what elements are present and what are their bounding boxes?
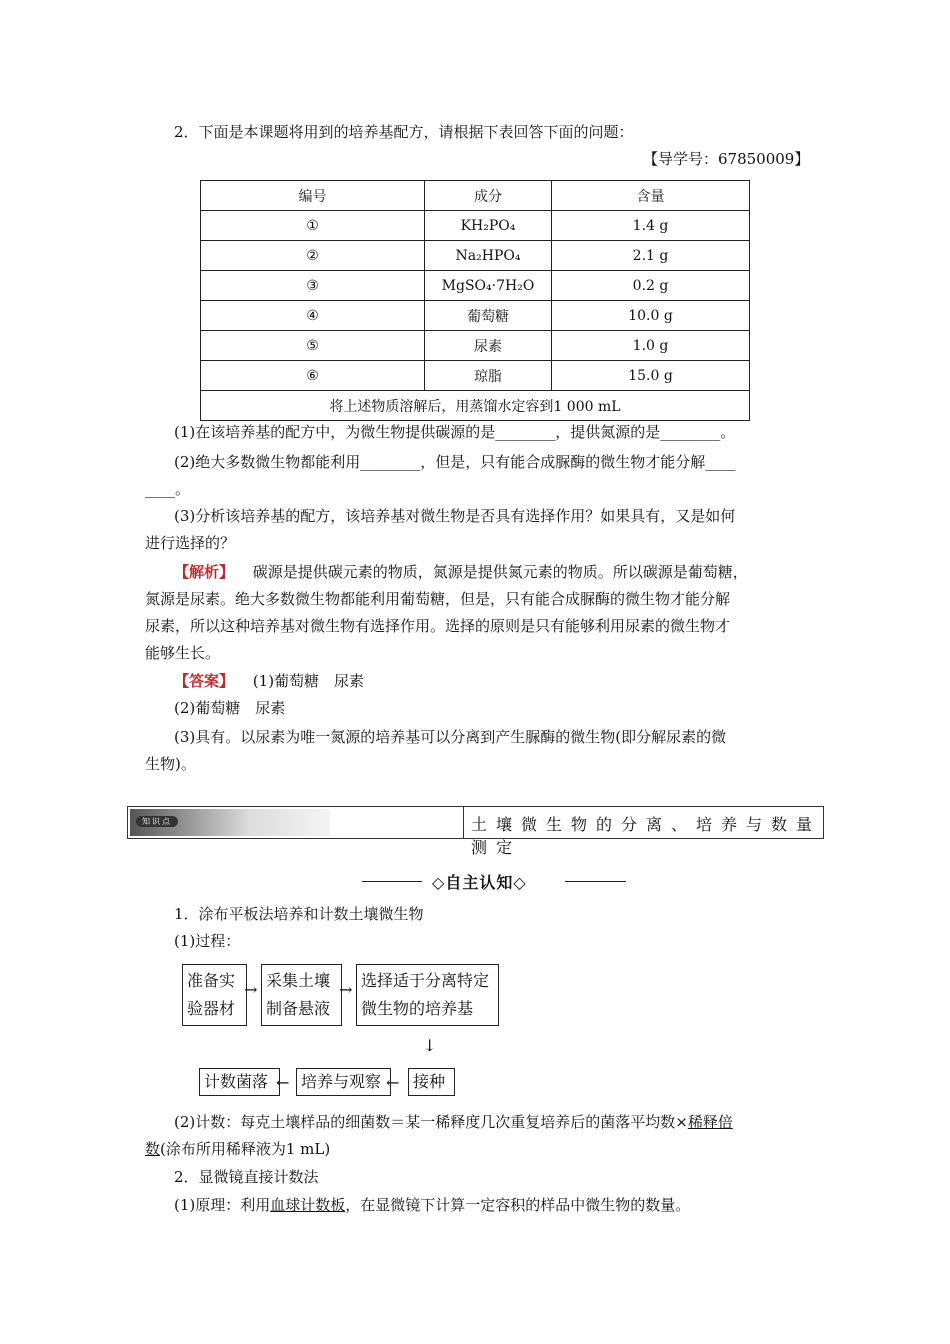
analysis-line-3: 尿素，所以这种培养基对微生物有选择作用。选择的原则是只有能够利用尿素的微生物才 bbox=[145, 617, 731, 635]
answer-2: (2)葡萄糖 尿素 bbox=[174, 699, 286, 717]
analysis-tag: 【解析】 bbox=[174, 563, 235, 581]
answer-line-1 bbox=[174, 670, 364, 692]
arrow-right-icon: → bbox=[244, 980, 258, 999]
table-row bbox=[201, 241, 750, 271]
section-rule-right bbox=[565, 881, 626, 882]
banner-tag: 知识点 bbox=[136, 816, 178, 827]
flow-step-select-medium bbox=[356, 964, 499, 1026]
table-footer-row bbox=[201, 391, 750, 421]
table-row bbox=[201, 211, 750, 241]
sub-question-2: (2)绝大多数微生物都能利用________，但是，只有能合成脲酶的微生物才能分解____ bbox=[174, 453, 736, 471]
section-rule-left bbox=[362, 881, 422, 882]
flow-step-prepare-line1: 准备实 bbox=[187, 971, 236, 990]
knowledge-point-banner bbox=[127, 806, 824, 857]
sub-question-1: (1)在该培养基的配方中，为微生物提供碳源的是________，提供氮源的是________。 bbox=[174, 423, 736, 441]
arrow-left-icon: ← bbox=[386, 1073, 400, 1092]
flow-step-culture-observe: 培养与观察 bbox=[296, 1068, 391, 1096]
count-formula-line2 bbox=[145, 1138, 330, 1160]
analysis-line-4: 能够生长。 bbox=[145, 644, 221, 662]
analysis-line-2: 氮源是尿素。绝大多数微生物都能利用葡萄糖，但是，只有能合成脲酶的微生物才能分解 bbox=[145, 590, 731, 608]
analysis-text: 碳源是提供碳元素的物质，氮源是提供氮元素的物质。所以碳源是葡萄糖， bbox=[252, 563, 748, 581]
row-amount: 2.1 g bbox=[552, 241, 750, 271]
row-number: ② bbox=[201, 241, 425, 271]
analysis-line-1 bbox=[174, 561, 748, 583]
flow-step-collect-line1: 采集土壤 bbox=[266, 971, 331, 990]
principle-suffix: ，在显微镜下计算一定容积的样品中微生物的数量。 bbox=[345, 1196, 691, 1214]
principle-blank: 血球计数板 bbox=[270, 1196, 346, 1214]
flow-step-collect-soil bbox=[261, 964, 342, 1026]
banner-divider bbox=[463, 807, 464, 838]
table-row bbox=[201, 271, 750, 301]
row-component: 琼脂 bbox=[425, 361, 552, 391]
header-amount: 含量 bbox=[552, 181, 750, 211]
arrow-right-icon: → bbox=[339, 980, 353, 999]
row-amount: 15.0 g bbox=[552, 361, 750, 391]
sub-question-2-cont: ____。 bbox=[145, 480, 191, 498]
flow-step-count-colonies: 计数菌落 bbox=[199, 1068, 280, 1096]
table-row bbox=[201, 301, 750, 331]
arrow-down-icon: ↓ bbox=[423, 1036, 437, 1055]
process-label: (1)过程： bbox=[174, 932, 241, 950]
method-2-title: 2．显微镜直接计数法 bbox=[174, 1168, 319, 1186]
banner-title: 土壤微生物的分离、培养与数量测定 bbox=[471, 815, 822, 857]
sub-question-3: (3)分析该培养基的配方，该培养基对微生物是否具有选择作用？如果具有，又是如何 bbox=[174, 507, 736, 525]
row-component: MgSO₄·7H₂O bbox=[425, 271, 552, 301]
row-number: ⑤ bbox=[201, 331, 425, 361]
row-component: Na₂HPO₄ bbox=[425, 241, 552, 271]
answer-1: (1)葡萄糖 尿素 bbox=[252, 672, 365, 690]
row-component: KH₂PO₄ bbox=[425, 211, 552, 241]
flow-step-prepare bbox=[182, 964, 247, 1026]
arrow-left-icon: ← bbox=[276, 1073, 290, 1092]
banner-graphic bbox=[130, 809, 330, 836]
table-row bbox=[201, 331, 750, 361]
table-row bbox=[201, 361, 750, 391]
header-component: 成分 bbox=[425, 181, 552, 211]
reference-number: 【导学号：67850009】 bbox=[643, 150, 810, 168]
principle-line bbox=[174, 1194, 690, 1216]
count-blank-1: 稀释倍 bbox=[687, 1113, 733, 1131]
row-component: 葡萄糖 bbox=[425, 301, 552, 331]
section-title-text: 自主认知 bbox=[445, 873, 514, 892]
count-blank-2: 数 bbox=[145, 1140, 161, 1158]
answer-3-cont: 生物)。 bbox=[145, 755, 196, 773]
header-number: 编号 bbox=[201, 181, 425, 211]
row-number: ⑥ bbox=[201, 361, 425, 391]
table-header-row bbox=[201, 181, 750, 211]
section-heading bbox=[362, 870, 626, 892]
table-footer: 将上述物质溶解后，用蒸馏水定容到1 000 mL bbox=[201, 391, 750, 421]
row-number: ① bbox=[201, 211, 425, 241]
flow-step-select-line1: 选择适于分离特定 bbox=[361, 971, 490, 990]
count-formula-line1 bbox=[174, 1111, 733, 1133]
method-1-title: 1．涂布平板法培养和计数土壤微生物 bbox=[174, 905, 424, 923]
principle-prefix: (1)原理：利用 bbox=[174, 1196, 271, 1214]
question-2-intro: 2．下面是本课题将用到的培养基配方，请根据下表回答下面的问题： bbox=[174, 123, 634, 141]
answer-3: (3)具有。以尿素为唯一氮源的培养基可以分离到产生脲酶的微生物(即分解尿素的微 bbox=[174, 728, 727, 746]
count-formula-note: (涂布所用稀释液为1 mL) bbox=[160, 1140, 331, 1158]
answer-tag: 【答案】 bbox=[174, 672, 235, 690]
row-amount: 1.4 g bbox=[552, 211, 750, 241]
count-formula-text: (2)计数：每克土壤样品的细菌数＝某一稀释度几次重复培养后的菌落平均数× bbox=[174, 1113, 688, 1131]
row-number: ④ bbox=[201, 301, 425, 331]
flow-step-select-line2: 微生物的培养基 bbox=[361, 999, 474, 1018]
section-title: ◇自主认知◇ bbox=[432, 873, 527, 892]
flow-step-collect-line2: 制备悬液 bbox=[266, 999, 331, 1018]
row-component: 尿素 bbox=[425, 331, 552, 361]
row-number: ③ bbox=[201, 271, 425, 301]
row-amount: 1.0 g bbox=[552, 331, 750, 361]
row-amount: 0.2 g bbox=[552, 271, 750, 301]
sub-question-3-cont: 进行选择的？ bbox=[145, 534, 236, 552]
flow-step-prepare-line2: 验器材 bbox=[187, 999, 236, 1018]
flow-step-inoculate: 接种 bbox=[408, 1068, 455, 1096]
row-amount: 10.0 g bbox=[552, 301, 750, 331]
medium-recipe-table bbox=[200, 180, 750, 421]
